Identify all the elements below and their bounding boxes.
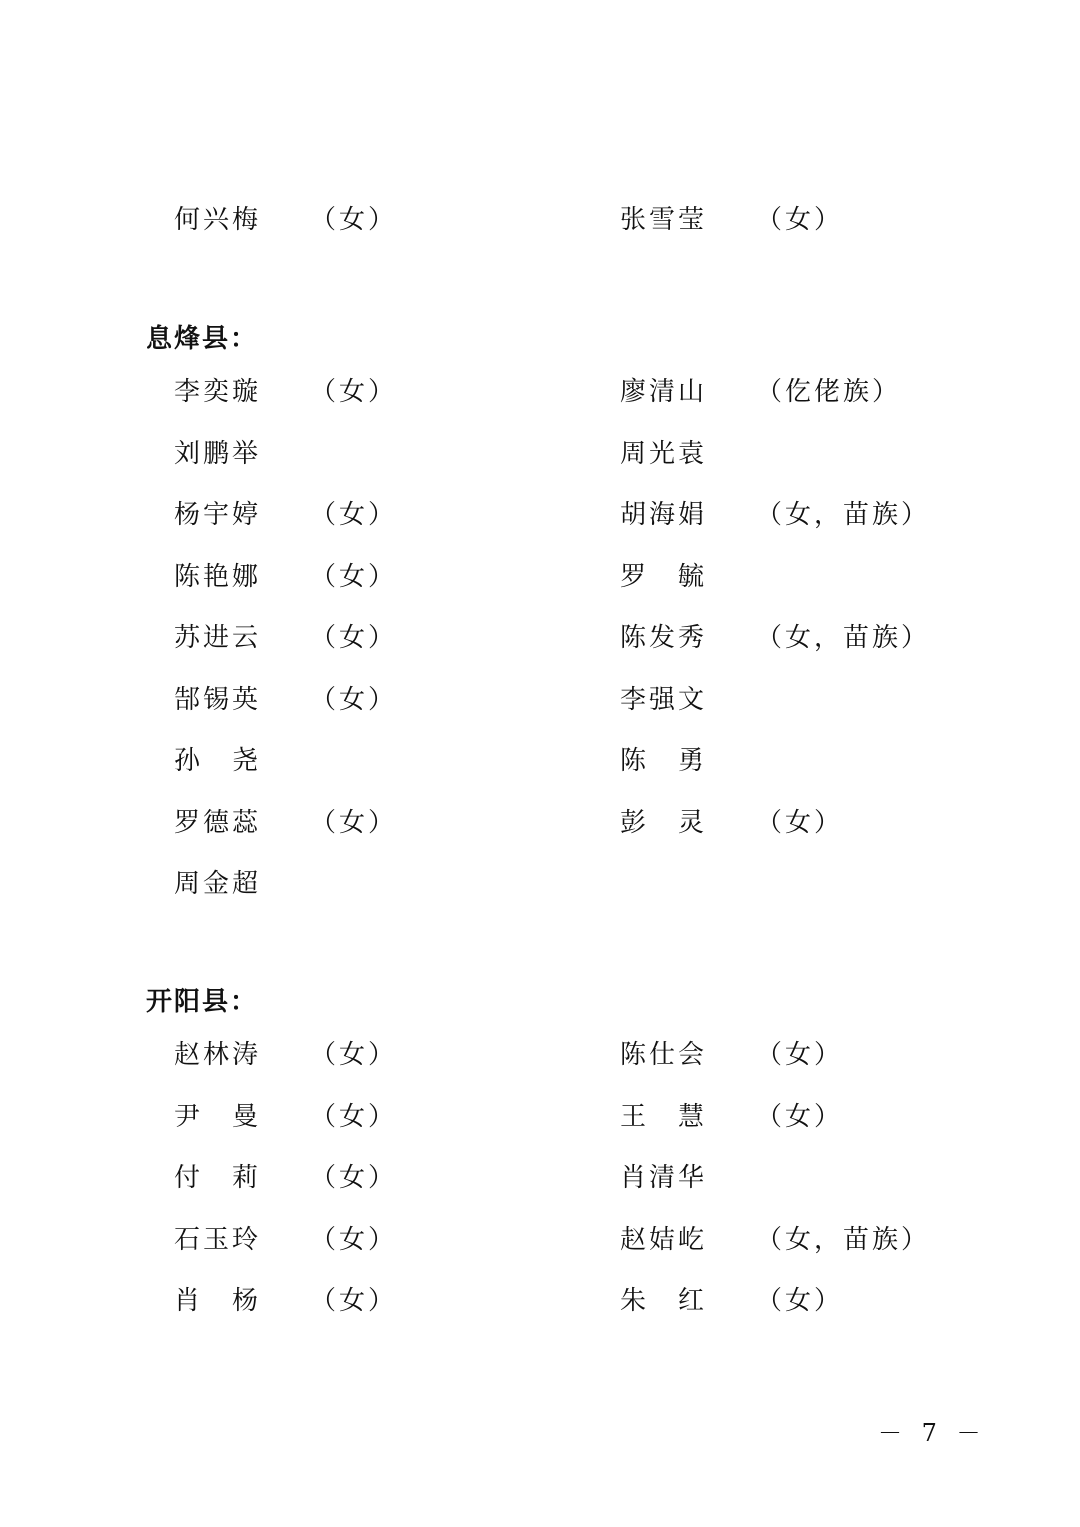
person-note: （女） [310,561,398,592]
name-row [0,864,1080,926]
person-name: 李强文 [620,684,708,715]
name-list [0,372,1080,926]
person-name: 刘鹏举 [174,438,262,469]
name-list [0,1035,1080,1343]
name-row [0,1281,1080,1343]
person-name: 廖清山 [620,377,708,407]
name-row [0,1220,1080,1282]
person-note: （女） [310,500,398,530]
section-title: 息烽县： [146,324,259,354]
person-name: 朱红 [620,1286,737,1316]
person-note: （女） [310,623,398,653]
name-row [0,495,1080,557]
person-name: 郜锡英 [174,684,262,715]
name-row [0,434,1080,496]
person-name: 尹曼 [174,1101,291,1132]
person-name: 陈艳娜 [174,561,262,592]
person-name: 陈发秀 [620,623,708,653]
person-name: 付莉 [174,1163,291,1193]
person-note: （女） [310,1101,398,1132]
person-note: （女） [756,1286,844,1316]
person-note: （女） [756,807,844,838]
person-note: （女，苗族） [756,1224,931,1255]
person-name: 肖清华 [620,1163,708,1193]
person-note: （仡佬族） [756,377,902,407]
name-row [0,557,1080,619]
name-row [0,200,1080,262]
name-row [0,372,1080,434]
person-name: 张雪莹 [620,205,708,235]
person-note: （女） [756,1040,844,1070]
name-list [0,200,1080,262]
person-note: （女） [310,1163,398,1193]
person-note: （女） [310,205,398,235]
person-note: （女） [310,1040,398,1070]
name-row [0,680,1080,742]
name-row [0,741,1080,803]
person-name: 王慧 [620,1101,737,1132]
name-row [0,1097,1080,1159]
person-name: 杨宇婷 [174,500,262,530]
name-row [0,1035,1080,1097]
person-name: 陈勇 [620,746,737,776]
person-name: 李奕璇 [174,377,262,407]
person-note: （女，苗族） [756,623,931,653]
person-note: （女，苗族） [756,500,931,530]
page-number: － 7 － [878,1419,987,1447]
person-note: （女） [310,1224,398,1255]
person-name: 陈仕会 [620,1040,708,1070]
name-row [0,803,1080,865]
person-note: （女） [310,684,398,715]
person-name: 赵林涛 [174,1040,262,1070]
person-name: 周金超 [174,869,262,899]
person-name: 罗毓 [620,561,737,592]
person-note: （女） [756,205,844,235]
person-name: 石玉玲 [174,1224,262,1255]
person-note: （女） [310,377,398,407]
person-name: 何兴梅 [174,205,262,235]
person-name: 周光袁 [620,438,708,469]
person-name: 苏进云 [174,623,262,653]
person-name: 孙尧 [174,746,291,776]
person-name: 胡海娟 [620,500,708,530]
person-note: （女） [310,1286,398,1316]
person-name: 肖杨 [174,1286,291,1316]
person-note: （女） [310,807,398,838]
section-title: 开阳县： [146,987,259,1017]
person-name: 彭灵 [620,807,737,838]
name-row [0,1158,1080,1220]
name-row [0,618,1080,680]
person-note: （女） [756,1101,844,1132]
person-name: 赵姞屹 [620,1224,708,1255]
person-name: 罗德蕊 [174,807,262,838]
